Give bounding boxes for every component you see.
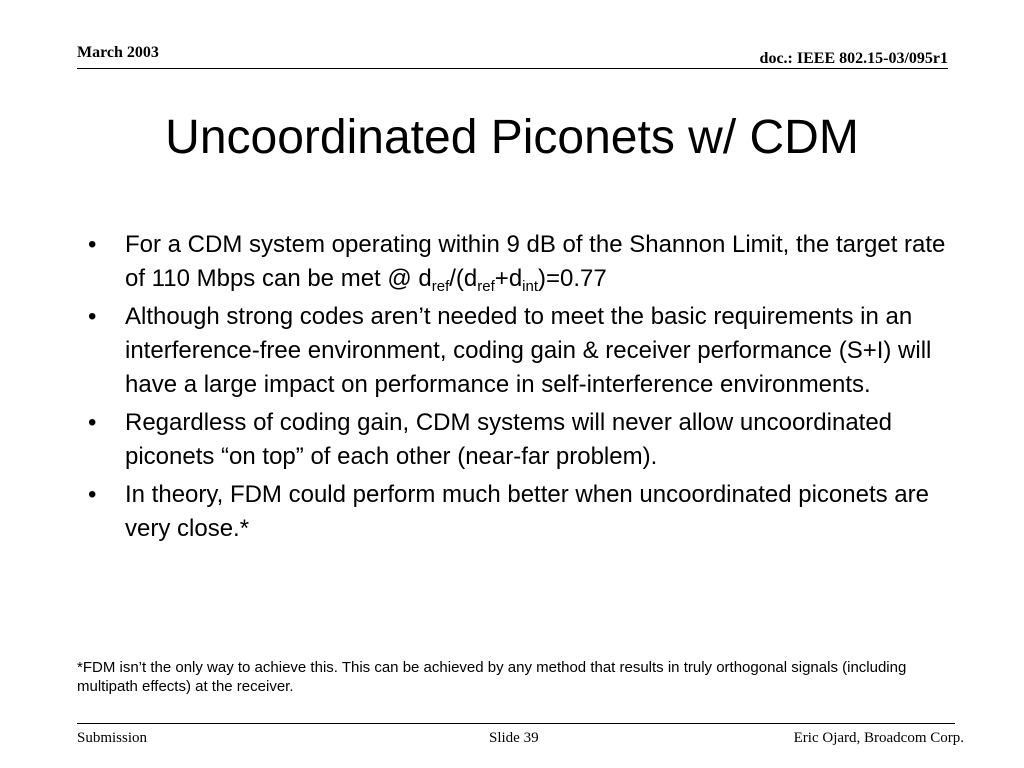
footer-author: Eric Ojard, Broadcom Corp. — [793, 730, 964, 746]
footer-divider — [77, 723, 955, 724]
subscript-int: int — [522, 278, 539, 295]
bullet-item-2 — [88, 300, 948, 402]
bullet-2-text: Although strong codes aren’t needed to meet the basic requirements in an interference-free environment, coding gain & receiver performance (S+I) will have a large impact on performance in self-interference environments. — [125, 303, 932, 398]
subscript-ref-2: ref — [477, 278, 495, 295]
bullet-1-end: )=0.77 — [538, 265, 607, 292]
bullet-icon: • — [88, 303, 97, 330]
header-date: March 2003 — [77, 44, 159, 61]
slide-title: Uncoordinated Piconets w/ CDM — [165, 111, 859, 164]
bullet-icon: • — [88, 409, 97, 436]
bullet-3-text: Regardless of coding gain, CDM systems will never allow uncoordinated piconets “on top” of each other (near-far problem). — [125, 409, 893, 470]
bullet-list — [88, 228, 948, 550]
bullet-item-4 — [88, 478, 948, 546]
bullet-4-text: In theory, FDM could perform much better when uncoordinated piconets are very close.* — [125, 481, 929, 542]
bullet-1-text: For a CDM system operating within 9 dB of the Shannon Limit, the target rate of 110 Mbps can be met @ d — [125, 231, 946, 292]
footer-submission: Submission — [77, 730, 148, 746]
bullet-1-mid-2: +d — [494, 265, 523, 292]
header-divider — [77, 68, 948, 69]
footnote: *FDM isn’t the only way to achieve this. This can be achieved by any method that results in truly orthogonal signals (including multipath effects) at the receiver. — [77, 659, 907, 695]
bullet-1-mid-1: /(d — [449, 265, 478, 292]
bullet-item-1 — [88, 228, 948, 296]
subscript-ref-1: ref — [431, 278, 450, 295]
bullet-icon: • — [88, 231, 97, 258]
header-doc-id: doc.: IEEE 802.15-03/095r1 — [759, 50, 948, 67]
bullet-item-3 — [88, 406, 948, 474]
footer-slide-number: Slide 39 — [489, 730, 539, 746]
bullet-icon: • — [88, 481, 97, 508]
